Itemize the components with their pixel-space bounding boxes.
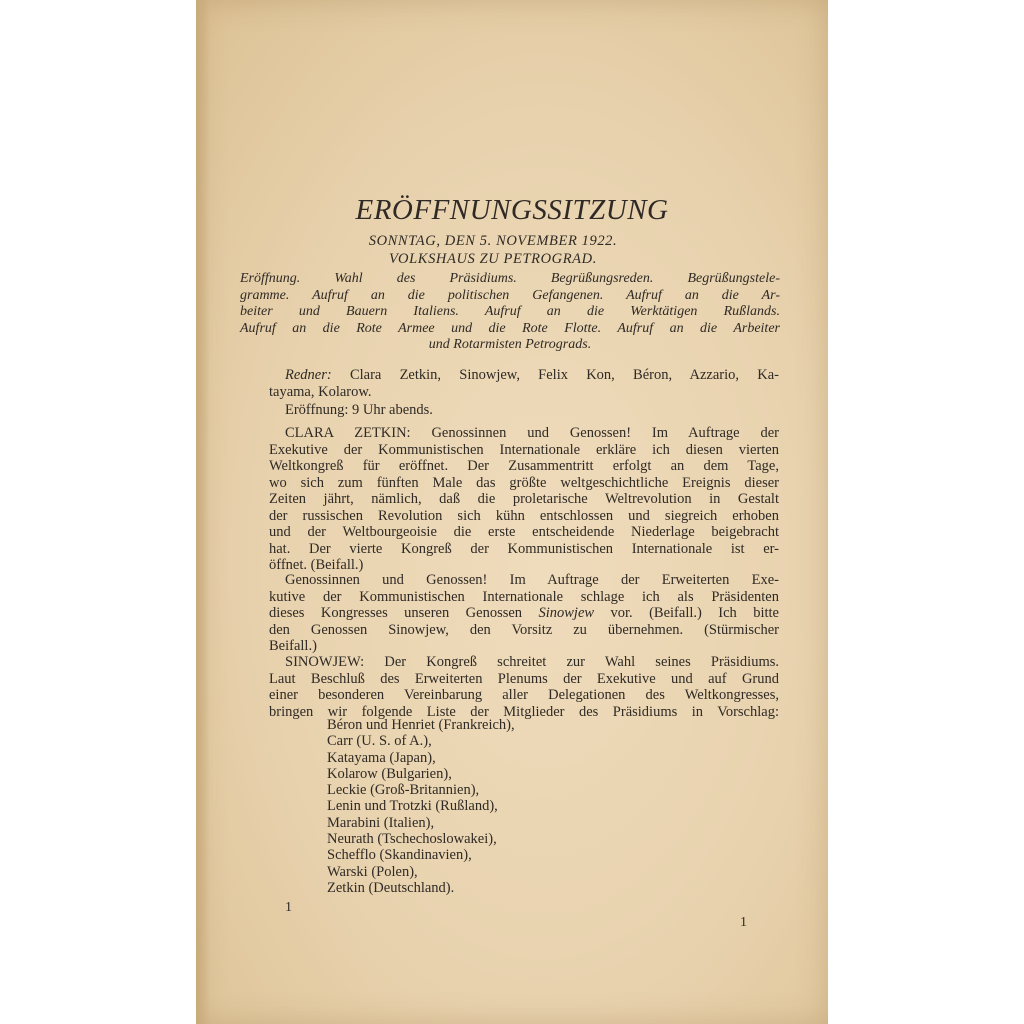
session-place: VOLKSHAUS ZU PETROGRAD. bbox=[389, 251, 597, 267]
speakers-line bbox=[269, 367, 779, 384]
speakers-names: Clara Zetkin, Sinowjew, Felix Kon, Béron, Azzario, Ka- bbox=[349, 367, 779, 383]
paragraph-line: CLARA ZETKIN: Genossinnen und Genossen! Im Auftrage der bbox=[285, 425, 779, 441]
list-item: Zetkin (Deutschland). bbox=[327, 879, 455, 896]
paragraph-line: Weltkongreß für eröffnet. Der Zusammentritt erfolgt an dem Tage, bbox=[269, 458, 779, 474]
list-item: Kolarow (Bulgarien), bbox=[327, 765, 452, 782]
page-number: 1 bbox=[740, 915, 747, 930]
summary-line: und Rotarmisten Petrograds. bbox=[428, 337, 592, 353]
paragraph-line: den Genossen Sinowjew, den Vorsitz zu übernehmen. (Stürmischer bbox=[269, 621, 779, 638]
list-item: Carr (U. S. of A.), bbox=[327, 733, 432, 750]
speakers-paragraph bbox=[269, 367, 779, 400]
paragraph-line: bringen wir folgende Liste der Mitglieder des Präsidiums in Vorschlag: bbox=[269, 703, 779, 720]
emphasized-name: Sinowjew bbox=[538, 605, 595, 621]
document-page bbox=[196, 0, 828, 1024]
presidium-list bbox=[327, 717, 515, 896]
speakers-label: Redner: bbox=[285, 367, 332, 383]
speakers-line: tayama, Kolarow. bbox=[269, 383, 372, 400]
paragraph-line: Genossinnen und Genossen! Im Auftrage der Erweiterten Exe- bbox=[285, 572, 779, 588]
session-summary bbox=[240, 271, 780, 354]
summary-line: Eröffnung. Wahl des Präsidiums. Begrüßungsreden. Begrüßungstele- bbox=[240, 271, 780, 286]
zetkin-paragraph bbox=[269, 425, 779, 574]
paragraph-fragment: vor. (Beifall.) Ich bitte bbox=[594, 605, 779, 621]
list-item: Neurath (Tschechoslowakei), bbox=[327, 831, 497, 848]
paragraph-line: kutive der Kommunistischen Internationale schlage ich als Präsidenten bbox=[269, 588, 779, 605]
page-spine-shadow bbox=[196, 0, 210, 1024]
list-item: Lenin und Trotzki (Rußland), bbox=[327, 798, 498, 815]
list-item: Warski (Polen), bbox=[327, 863, 418, 880]
signature-mark: 1 bbox=[285, 900, 292, 915]
list-item: Béron und Henriet (Frankreich), bbox=[327, 717, 515, 733]
paragraph-fragment: dieses Kongresses unseren Genossen bbox=[269, 605, 539, 621]
session-date: SONNTAG, DEN 5. NOVEMBER 1922. bbox=[368, 233, 618, 249]
list-item: Marabini (Italien), bbox=[327, 814, 435, 831]
paragraph-line: einer besonderen Vereinbarung aller Delegationen des Weltkongresses, bbox=[269, 687, 779, 703]
paragraph-line: hat. Der vierte Kongreß der Kommunistischen Internationale ist er- bbox=[269, 540, 779, 557]
paragraph-line: SINOWJEW: Der Kongreß schreitet zur Wahl seines Präsidiums. bbox=[285, 654, 779, 670]
paragraph-line: öffnet. (Beifall.) bbox=[269, 557, 364, 573]
paragraph-line: wo sich zum fünften Male das größte weltgeschichtliche Ereignis dieser bbox=[269, 474, 779, 491]
opening-time-paragraph bbox=[269, 402, 779, 419]
sinowjew-paragraph bbox=[269, 654, 779, 720]
page-title: ERÖFFNUNGSSITZUNG bbox=[355, 194, 669, 226]
paragraph-line: Laut Beschluß des Erweiterten Plenums der Exekutive und auf Grund bbox=[269, 670, 779, 687]
summary-line: Aufruf an die Rote Armee und die Rote Flotte. Aufruf an die Arbeiter bbox=[240, 320, 780, 336]
paragraph-line bbox=[269, 605, 779, 622]
paragraph-line: und der Weltbourgeoisie die erste entscheidende Niederlage beigebracht bbox=[269, 524, 779, 540]
opening-time: Eröffnung: 9 Uhr abends. bbox=[285, 402, 433, 418]
paragraph-line: der russischen Revolution sich kühn entschlossen und siegreich erhoben bbox=[269, 507, 779, 524]
list-item: Schefflo (Skandinavien), bbox=[327, 847, 472, 864]
paragraph-line: Beifall.) bbox=[269, 638, 317, 654]
summary-line: beiter und Bauern Italiens. Aufruf an die Werktätigen Rußlands. bbox=[240, 304, 780, 320]
zetkin-paragraph-2 bbox=[269, 572, 779, 655]
list-item: Leckie (Groß-Britannien), bbox=[327, 782, 480, 799]
paragraph-line: Zeiten jährt, nämlich, daß die proletarische Weltrevolution in Gestalt bbox=[269, 491, 779, 507]
summary-line: gramme. Aufruf an die politischen Gefangenen. Aufruf an die Ar- bbox=[240, 287, 780, 303]
paragraph-line: Exekutive der Kommunistischen Internationale erkläre ich diesen vierten bbox=[269, 441, 779, 458]
list-item: Katayama (Japan), bbox=[327, 749, 436, 766]
